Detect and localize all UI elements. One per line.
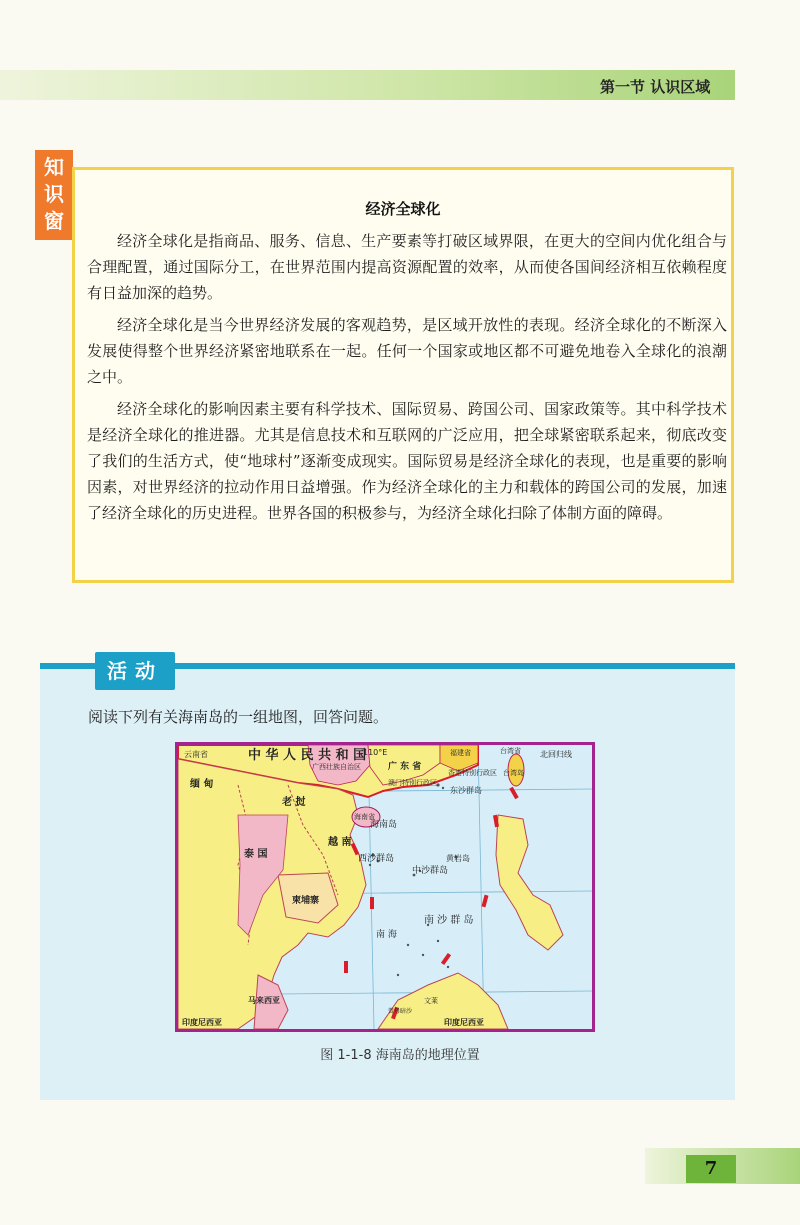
tag-char-2: 识	[44, 182, 64, 206]
label-zhongsha: 中沙群岛	[412, 866, 449, 876]
label-huangyan: 黄岩岛	[446, 854, 470, 863]
label-indonesia-west: 印度尼西亚	[182, 1018, 222, 1027]
label-thailand: 泰 国	[244, 849, 268, 860]
label-myanmar: 缅 甸	[190, 779, 214, 790]
label-nansha: 南 沙 群 岛	[424, 915, 474, 926]
label-taiwan-island: 台湾岛	[503, 769, 524, 777]
section-title: 第一节 认识区域	[600, 78, 711, 96]
activity-instruction: 阅读下列有关海南岛的一组地图，回答问题。	[88, 708, 389, 726]
knowledge-title: 经济全球化	[365, 200, 441, 218]
knowledge-window-tag	[35, 150, 73, 240]
label-hongkong: 香港特别行政区	[448, 769, 497, 777]
page-number: 7	[686, 1155, 736, 1183]
label-zengmu: 曾母暗沙	[388, 1008, 413, 1015]
tag-char-1: 知	[44, 155, 64, 179]
label-guangxi: 广西壮族自治区	[312, 763, 361, 771]
label-hainan-province: 海南省	[354, 813, 375, 821]
label-tropic: 北回归线	[540, 750, 572, 759]
label-malaysia: 马来西亚	[248, 996, 280, 1005]
paragraph-1: 经济全球化是指商品、服务、信息、生产要素等打破区域界限，在更大的空间内优化组合与合理配置，通过国际分工，在世界范围内提高资源配置的效率，从而使各国间经济相互依赖程度有日益加深的趋势。	[87, 232, 727, 302]
label-cambodia: 柬埔寨	[292, 896, 320, 906]
label-brunei: 文莱	[424, 997, 438, 1005]
label-fujian: 福建省	[450, 749, 471, 757]
hainan-map	[175, 742, 595, 1032]
label-china: 中 华 人 民 共 和 国	[248, 748, 367, 763]
label-macao: 澳门特别行政区	[388, 779, 437, 787]
label-laos: 老 挝	[282, 797, 306, 808]
paragraph-3: 经济全球化的影响因素主要有科学技术、国际贸易、跨国公司、国家政策等。其中科学技术是经济全球化的推进器。尤其是信息技术和互联网的广泛应用，把全球紧密联系起来，彻底改变了我们的生活方式，使“地球村”逐渐变成现实。国际贸易是经济全球化的表现，也是重要的影响因素，对世界经济的拉动作用日益增强。作为经济全球化的主力和载体的跨国公司的发展，加速了经济全球化的历史进程。世界各国的积极参与，为经济全球化扫除了体制方面的障碍。	[87, 400, 727, 522]
label-taiwan-province: 台湾省	[500, 747, 521, 755]
label-vietnam: 越 南	[328, 837, 352, 848]
knowledge-box	[72, 167, 734, 583]
label-longitude: 110°E	[363, 748, 388, 757]
activity-tag: 活动	[95, 652, 175, 690]
figure-caption: 图 1-1-8 海南岛的地理位置	[320, 1048, 480, 1063]
label-indonesia-east: 印度尼西亚	[444, 1018, 484, 1027]
tag-char-3: 窗	[44, 209, 64, 233]
label-xisha: 西沙群岛	[358, 854, 395, 864]
paragraph-2: 经济全球化是当今世界经济发展的客观趋势，是区域开放性的表现。经济全球化的不断深入发展使得整个世界经济紧密地联系在一起。任何一个国家或地区都不可避免地卷入全球化的浪潮之中。	[87, 316, 727, 386]
label-nanhai: 南 海	[376, 930, 397, 940]
label-dongsha: 东沙群岛	[450, 786, 482, 795]
label-guangdong: 广 东 省	[388, 762, 422, 772]
label-yunnan: 云南省	[184, 750, 208, 759]
label-hainan-island: 海南岛	[370, 820, 398, 830]
